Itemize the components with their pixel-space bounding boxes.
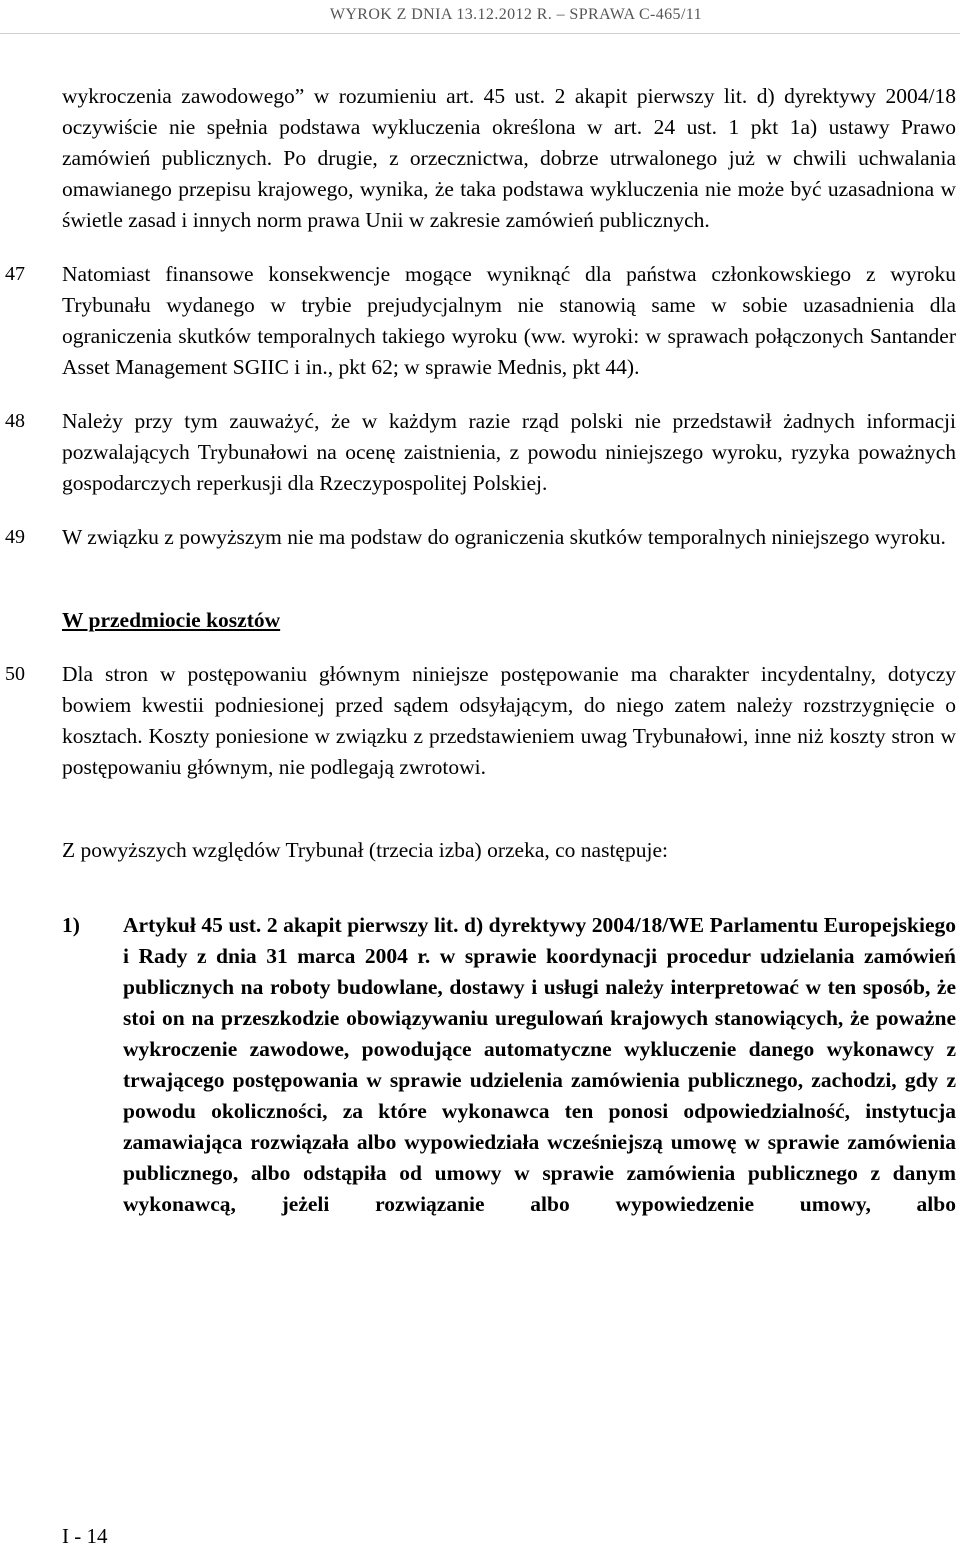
- paragraph-number: 49: [5, 526, 25, 548]
- paragraph-number: 48: [5, 410, 25, 432]
- document-body: [5, 81, 956, 1220]
- paragraph-number: 47: [5, 263, 25, 285]
- running-title: WYROK Z DNIA 13.12.2012 R. – SPRAWA C-465/11: [329, 6, 702, 23]
- paragraph-text: Natomiast finansowe konsekwencje mogące wyniknąć dla państwa członkowskiego z wyroku Trybunału wydanego w trybie prejudycjalnym nie stanowią same w sobie uzasadnienia dla ograniczenia skutków temporalnych takiego wyroku (ww. wyroki: w sprawach połączonych Santander Asset Management SGIIC i in., pkt 62; w sprawie Mednis, pkt 44).: [62, 262, 956, 379]
- ruling-item-text: Artykuł 45 ust. 2 akapit pierwszy lit. d) dyrektywy 2004/18/WE Parlamentu Europejskiego i Rady z dnia 31 marca 2004 r. w sprawie koordynacji procedur udzielania zamówień publicznych na roboty budowlane, dostawy i usługi należy interpretować w ten sposób, że stoi on na przeszkodzie obowiązywaniu uregulowań krajowych stanowiących, że poważne wykroczenie zawodowe, powodujące automatyczne wykluczenie danego wykonawcy z trwającego postępowania w sprawie udzielenia zamówienia publicznego, zachodzi, gdy z powodu okoliczności, za które wykonawca ten ponosi odpowiedzialność, instytucja zamawiająca rozwiązała albo wypowiedziała wcześniejszą umowę w sprawie zamówienia publicznego, albo odstąpiła od umowy w sprawie zamówienia publicznego z danym wykonawcą, jeżeli rozwiązanie albo wypowiedzenie umowy, albo: [123, 913, 956, 1216]
- paragraph-50: [5, 659, 956, 783]
- ruling-intro: Z powyższych względów Trybunał (trzecia izba) orzeka, co następuje:: [62, 838, 668, 862]
- paragraph-text: W związku z powyższym nie ma podstaw do ograniczenia skutków temporalnych niniejszego wyroku.: [62, 525, 946, 549]
- page-number: I - 14: [62, 1524, 108, 1548]
- section-heading-costs: W przedmiocie kosztów: [62, 608, 281, 632]
- paragraph-text: Należy przy tym zauważyć, że w każdym razie rząd polski nie przedstawił żadnych informacji pozwalających Trybunałowi na ocenę zaistnienia, z powodu niniejszego wyroku, ryzyka poważnych gospodarczych reperkusji dla Rzeczypospolitej Polskiej.: [62, 409, 956, 495]
- paragraph-text: Dla stron w postępowaniu głównym niniejsze postępowanie ma charakter incydentalny, dotyczy bowiem kwestii podniesionej przed sądem odsyłającym, do niego zatem należy rozstrzygnięcie o kosztach. Koszty poniesione w związku z przedstawieniem uwag Trybunałowi, inne niż koszty stron w postępowaniu głównym, nie podlegają zwrotowi.: [62, 662, 956, 779]
- paragraph-48: [5, 406, 956, 499]
- ruling-item-number: 1): [62, 913, 80, 937]
- page-footer: [62, 1523, 108, 1549]
- paragraph-text: wykroczenia zawodowego” w rozumieniu art. 45 ust. 2 akapit pierwszy lit. d) dyrektywy 2004/18 oczywiście nie spełnia podstawa wykluczenia określona w art. 24 ust. 1 pkt 1a) ustawy Prawo zamówień publicznych. Po drugie, z orzecznictwa, dobrze utrwalonego już w chwili uchwalania omawianego przepisu krajowego, wynika, że taka podstawa wykluczenia nie może być uzasadniona w świetle zasad i innych norm prawa Unii w zakresie zamówień publicznych.: [62, 84, 956, 232]
- paragraph-49: [5, 522, 956, 553]
- paragraph-continuation: [62, 81, 956, 236]
- running-header: [0, 0, 960, 34]
- ruling-item-1: [62, 910, 956, 1220]
- paragraph-number: 50: [5, 663, 25, 685]
- paragraph-47: [5, 259, 956, 383]
